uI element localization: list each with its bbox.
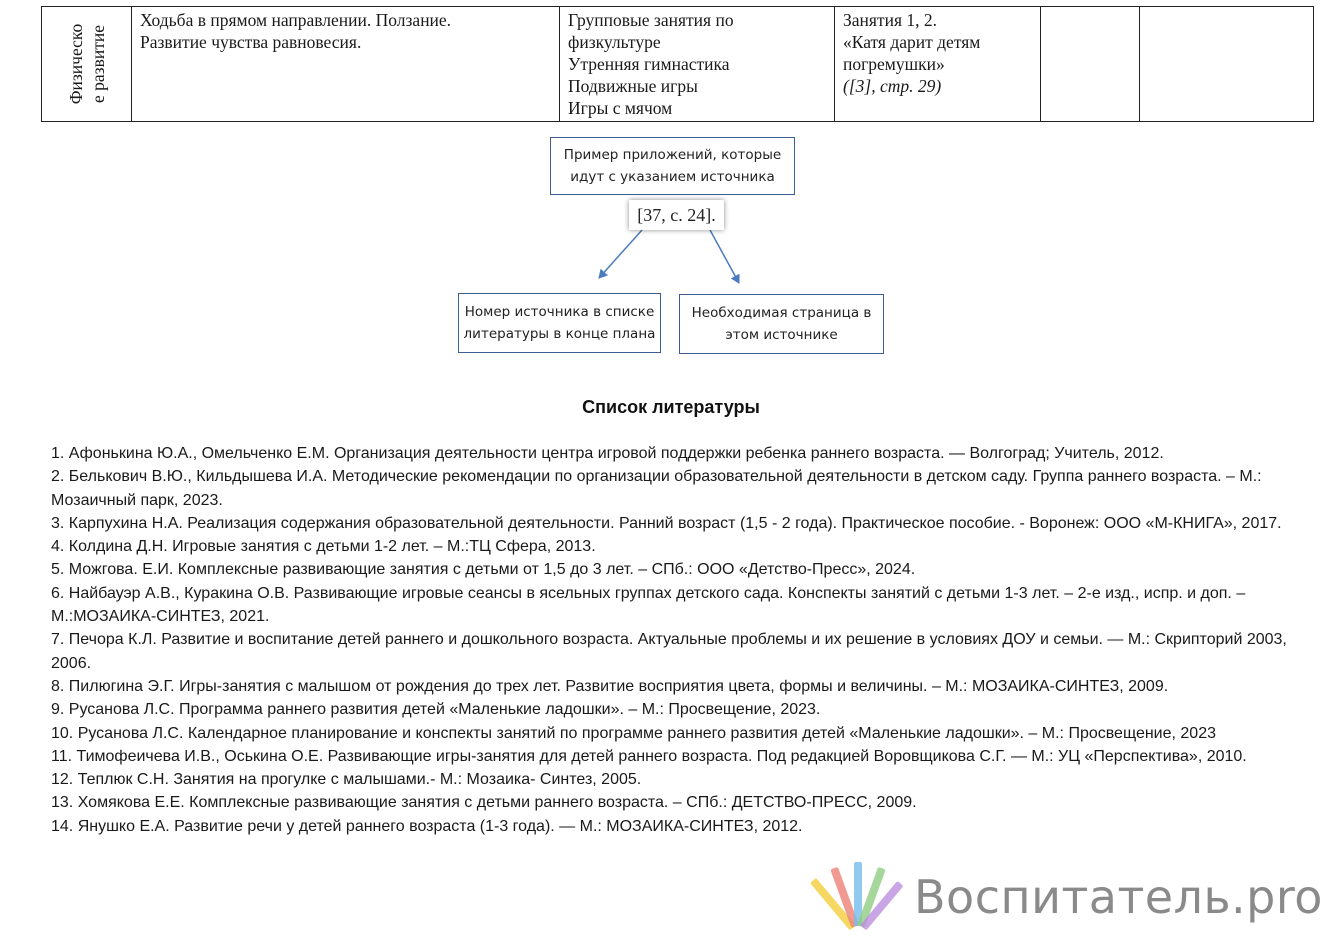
citation-diagram [452, 128, 892, 360]
list-item: 6. Найбауэр А.В., Куракина О.В. Развивающие игровые сеансы в ясельных группах детского сада. Конспекты занятий с детьми 1-3 лет. – 2-е изд., испр. и доп. – М.:МОЗАИКА-СИНТЕЗ, 2021. [51, 584, 1246, 626]
example-box: Пример приложений, которые идут с указанием источника [550, 137, 795, 195]
plan-table [41, 6, 1314, 122]
list-item: 3. Карпухина Н.А. Реализация содержания образовательной деятельности. Ранний возраст (1,5 - 2 года). Практическое пособие. - Воронеж: ООО «М-КНИГА», 2017. [51, 514, 1282, 532]
page-number-box: Необходимая страница в этом источнике [679, 294, 884, 354]
pencils-logo-icon [808, 854, 908, 942]
content-cell: Ходьба в прямом направлении. Ползание. Развитие чувства равновесия. [132, 7, 560, 122]
forms-cell: Групповые занятия по физкультуре Утренняя гимнастика Подвижные игры Игры с мячом [560, 7, 835, 122]
empty-cell [1140, 7, 1314, 122]
list-item: 10. Русанова Л.С. Календарное планирование и конспекты занятий по программе раннего развития детей «Маленькие ладошки». – М.: Просвещение, 2023 [51, 724, 1216, 742]
citation-sample: [37, с. 24]. [629, 200, 724, 230]
watermark [808, 854, 1328, 942]
lesson-source: ([3], стр. 29) [843, 76, 942, 96]
lesson-cell: Занятия 1, 2. «Катя дарит детям погремушки» ([3], стр. 29) [835, 7, 1041, 122]
list-item: 13. Хомякова Е.Е. Комплексные развивающие занятия с детьми раннего возраста. – СПб.: ДЕТСТВО-ПРЕСС, 2009. [51, 794, 917, 812]
watermark-text: Воспитатель.pro [914, 870, 1323, 924]
area-label: Физическо е развитие [65, 23, 108, 105]
list-item: 4. Колдина Д.Н. Игровые занятия с детьми 1-2 лет. – М.:ТЦ Сфера, 2013. [51, 538, 596, 556]
list-item: 5. Можгова. Е.И. Комплексные развивающие занятия с детьми от 1,5 до 3 лет. – СПб.: ООО «Детство-Пресс», 2024. [51, 561, 916, 579]
empty-cell [1041, 7, 1140, 122]
arrow-to-source-number [599, 230, 642, 278]
bibliography-list [51, 442, 1291, 838]
list-item: 14. Янушко Е.А. Развитие речи у детей раннего возраста (1-3 года). — М.: МОЗАИКА-СИНТЕЗ, 2012. [51, 817, 803, 835]
list-item: 7. Печора К.Л. Развитие и воспитание детей раннего и дошкольного возраста. Актуальные проблемы и их решение в условиях ДОУ и семьи. — М.: Скрипторий 2003, 2006. [51, 631, 1287, 672]
list-item: 9. Русанова Л.С. Программа раннего развития детей «Маленькие ладошки». – М.: Просвещение, 2023. [51, 701, 821, 719]
bibliography-title: Список литературы [582, 397, 760, 417]
list-item: 12. Теплюк С.Н. Занятия на прогулке с малышами.- М.: Мозаика- Синтез, 2005. [51, 771, 642, 789]
list-item: 11. Тимофеичева И.В., Оськина О.Е. Развивающие игры-занятия для детей раннего возраста. Под редакцией Воровщикова С.Г. — М.: УЦ «Перспектива», 2010. [51, 747, 1247, 765]
list-item: 8. Пилюгина Э.Г. Игры-занятия с малышом от рождения до трех лет. Развитие восприятия цвета, формы и величины. – М.: МОЗАИКА-СИНТЕЗ, 2009. [51, 677, 1169, 695]
table-row [42, 7, 1314, 122]
arrow-to-page [710, 230, 739, 283]
list-item: 2. Белькович В.Ю., Кильдышева И.А. Методические рекомендации по организации образовательной деятельности в детском саду. Группа раннего возраста. – М.: Мозаичный парк, 2023. [51, 468, 1262, 509]
source-number-box: Номер источника в списке литературы в конце плана [458, 293, 661, 353]
area-cell [42, 7, 132, 122]
list-item: 1. Афонькина Ю.А., Омельченко Е.М. Организация деятельности центра игровой поддержки ребенка раннего возраста. — Волгоград; Учитель, 2012. [51, 445, 1164, 462]
